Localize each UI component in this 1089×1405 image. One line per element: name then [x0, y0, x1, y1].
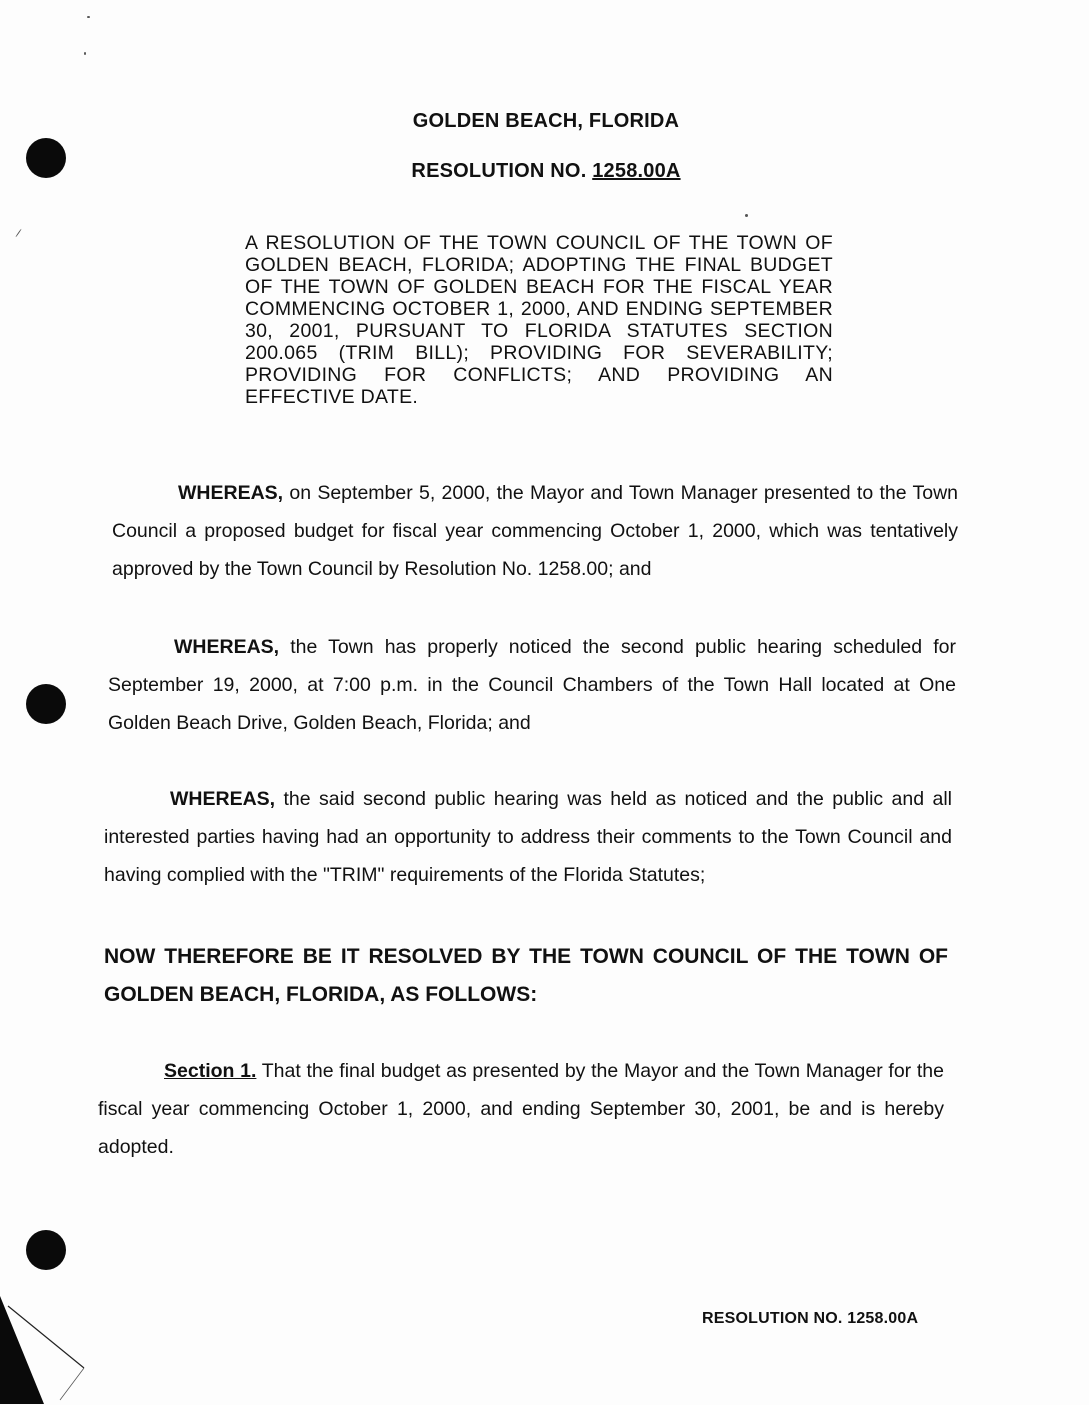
scan-speck — [745, 214, 748, 217]
punch-hole — [26, 684, 66, 724]
whereas-paragraph-2 — [108, 628, 956, 742]
whereas-text: the Town has properly noticed the second public hearing scheduled for September 19, 2000, at 7:00 p.m. in the Council Chambers of the Town Hall located at One Golden Beach Drive, Golden Beach, Florida; and — [108, 636, 956, 734]
footer-resolution-number: RESOLUTION NO. 1258.00A — [702, 1310, 919, 1327]
resolution-prefix: RESOLUTION NO. — [411, 160, 593, 182]
whereas-lead: WHEREAS, — [178, 482, 284, 504]
scan-speck — [84, 52, 86, 55]
punch-hole — [26, 1230, 66, 1270]
section-text: That the final budget as presented by the Mayor and the Town Manager for the fiscal year commencing October 1, 2000, and ending September 30, 2001, be and is hereby adopted. — [98, 1060, 944, 1158]
whereas-text: on September 5, 2000, the Mayor and Town Manager presented to the Town Council a proposed budget for fiscal year commencing October 1, 2000, which was tentatively approved by the Town Council by Resolution No. 1258.00; and — [112, 482, 958, 580]
resolution-number: 1258.00A — [592, 160, 681, 182]
whereas-lead: WHEREAS, — [174, 636, 280, 658]
resolution-heading — [0, 160, 1089, 183]
whereas-paragraph-1 — [112, 474, 958, 588]
resolution-abstract: A RESOLUTION OF THE TOWN COUNCIL OF THE TOWN OF GOLDEN BEACH, FLORIDA; ADOPTING THE FINAL BUDGET OF THE TOWN OF GOLDEN BEACH FOR THE FISCAL YEAR COMMENCING OCTOBER 1, 2000, AND ENDING SEPTEMBER 30, 2001, PURSUANT TO FLORIDA STATUTES SECTION 200.065 (TRIM BILL); PROVIDING FOR SEVERABILITY; PROVIDING FOR CONFLICTS; AND PROVIDING AN EFFECTIVE DATE. — [245, 232, 833, 408]
document-title: GOLDEN BEACH, FLORIDA — [412, 110, 680, 132]
whereas-paragraph-3 — [104, 780, 952, 894]
resolved-clause: NOW THEREFORE BE IT RESOLVED BY THE TOWN COUNCIL OF THE TOWN OF GOLDEN BEACH, FLORIDA, AS FOLLOWS: — [104, 945, 948, 1006]
scan-speck — [87, 16, 90, 18]
section-label: Section 1. — [164, 1060, 257, 1082]
whereas-text: the said second public hearing was held as noticed and the public and all interested parties having had an opportunity to address their comments to the Town Council and having complied with the "TRIM" requirements of the Florida Statutes; — [104, 788, 952, 886]
section-1-paragraph — [98, 1052, 944, 1166]
corner-scan-mark — [0, 1296, 90, 1405]
scan-speck — [15, 229, 22, 238]
whereas-lead: WHEREAS, — [170, 788, 276, 810]
